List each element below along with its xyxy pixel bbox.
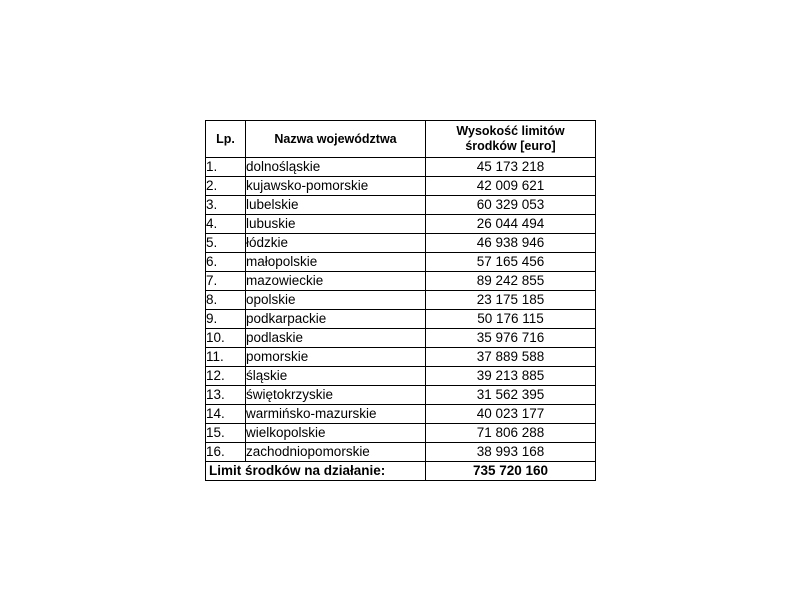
table-row [206, 310, 596, 329]
row-lp: 2. [206, 177, 246, 196]
row-amount: 39 213 885 [426, 367, 596, 386]
total-row [206, 462, 596, 481]
table-row [206, 177, 596, 196]
row-name: świętokrzyskie [246, 386, 426, 405]
row-name: warmińsko-mazurskie [246, 405, 426, 424]
table-body [206, 158, 596, 462]
row-name: zachodniopomorskie [246, 443, 426, 462]
row-amount: 37 889 588 [426, 348, 596, 367]
row-amount: 31 562 395 [426, 386, 596, 405]
total-label: Limit środków na działanie: [206, 462, 426, 481]
table-row [206, 424, 596, 443]
row-lp: 3. [206, 196, 246, 215]
row-amount: 89 242 855 [426, 272, 596, 291]
row-lp: 11. [206, 348, 246, 367]
table-row [206, 291, 596, 310]
header-row [206, 121, 596, 158]
row-amount: 45 173 218 [426, 158, 596, 177]
row-amount: 46 938 946 [426, 234, 596, 253]
table-row [206, 215, 596, 234]
header-amount-line1: Wysokość limitów [456, 124, 565, 138]
row-name: śląskie [246, 367, 426, 386]
table-row [206, 329, 596, 348]
table-header [206, 121, 596, 158]
table-row [206, 367, 596, 386]
row-amount: 38 993 168 [426, 443, 596, 462]
table-row [206, 253, 596, 272]
row-lp: 9. [206, 310, 246, 329]
row-amount: 23 175 185 [426, 291, 596, 310]
row-lp: 15. [206, 424, 246, 443]
table-row [206, 272, 596, 291]
header-name: Nazwa województwa [246, 121, 426, 158]
voivodeship-limits-table [205, 120, 596, 481]
table-row [206, 405, 596, 424]
row-lp: 7. [206, 272, 246, 291]
table-row [206, 196, 596, 215]
row-name: lubuskie [246, 215, 426, 234]
row-name: dolnośląskie [246, 158, 426, 177]
table-footer [206, 462, 596, 481]
row-name: wielkopolskie [246, 424, 426, 443]
row-name: kujawsko-pomorskie [246, 177, 426, 196]
row-amount: 50 176 115 [426, 310, 596, 329]
table-row [206, 348, 596, 367]
table-row [206, 234, 596, 253]
row-name: pomorskie [246, 348, 426, 367]
row-lp: 13. [206, 386, 246, 405]
row-name: opolskie [246, 291, 426, 310]
table-row [206, 158, 596, 177]
row-lp: 14. [206, 405, 246, 424]
row-name: małopolskie [246, 253, 426, 272]
row-lp: 8. [206, 291, 246, 310]
table-row [206, 443, 596, 462]
row-name: lubelskie [246, 196, 426, 215]
header-amount-line2: środków [euro] [465, 139, 556, 153]
table-row [206, 386, 596, 405]
row-amount: 42 009 621 [426, 177, 596, 196]
row-name: podkarpackie [246, 310, 426, 329]
row-lp: 1. [206, 158, 246, 177]
row-amount: 35 976 716 [426, 329, 596, 348]
row-amount: 40 023 177 [426, 405, 596, 424]
row-lp: 16. [206, 443, 246, 462]
header-lp: Lp. [206, 121, 246, 158]
row-lp: 5. [206, 234, 246, 253]
row-name: łódzkie [246, 234, 426, 253]
row-lp: 12. [206, 367, 246, 386]
total-value: 735 720 160 [426, 462, 596, 481]
row-lp: 10. [206, 329, 246, 348]
row-amount: 71 806 288 [426, 424, 596, 443]
row-amount: 60 329 053 [426, 196, 596, 215]
row-lp: 6. [206, 253, 246, 272]
row-name: mazowieckie [246, 272, 426, 291]
row-amount: 26 044 494 [426, 215, 596, 234]
header-amount [426, 121, 596, 158]
row-lp: 4. [206, 215, 246, 234]
row-name: podlaskie [246, 329, 426, 348]
row-amount: 57 165 456 [426, 253, 596, 272]
